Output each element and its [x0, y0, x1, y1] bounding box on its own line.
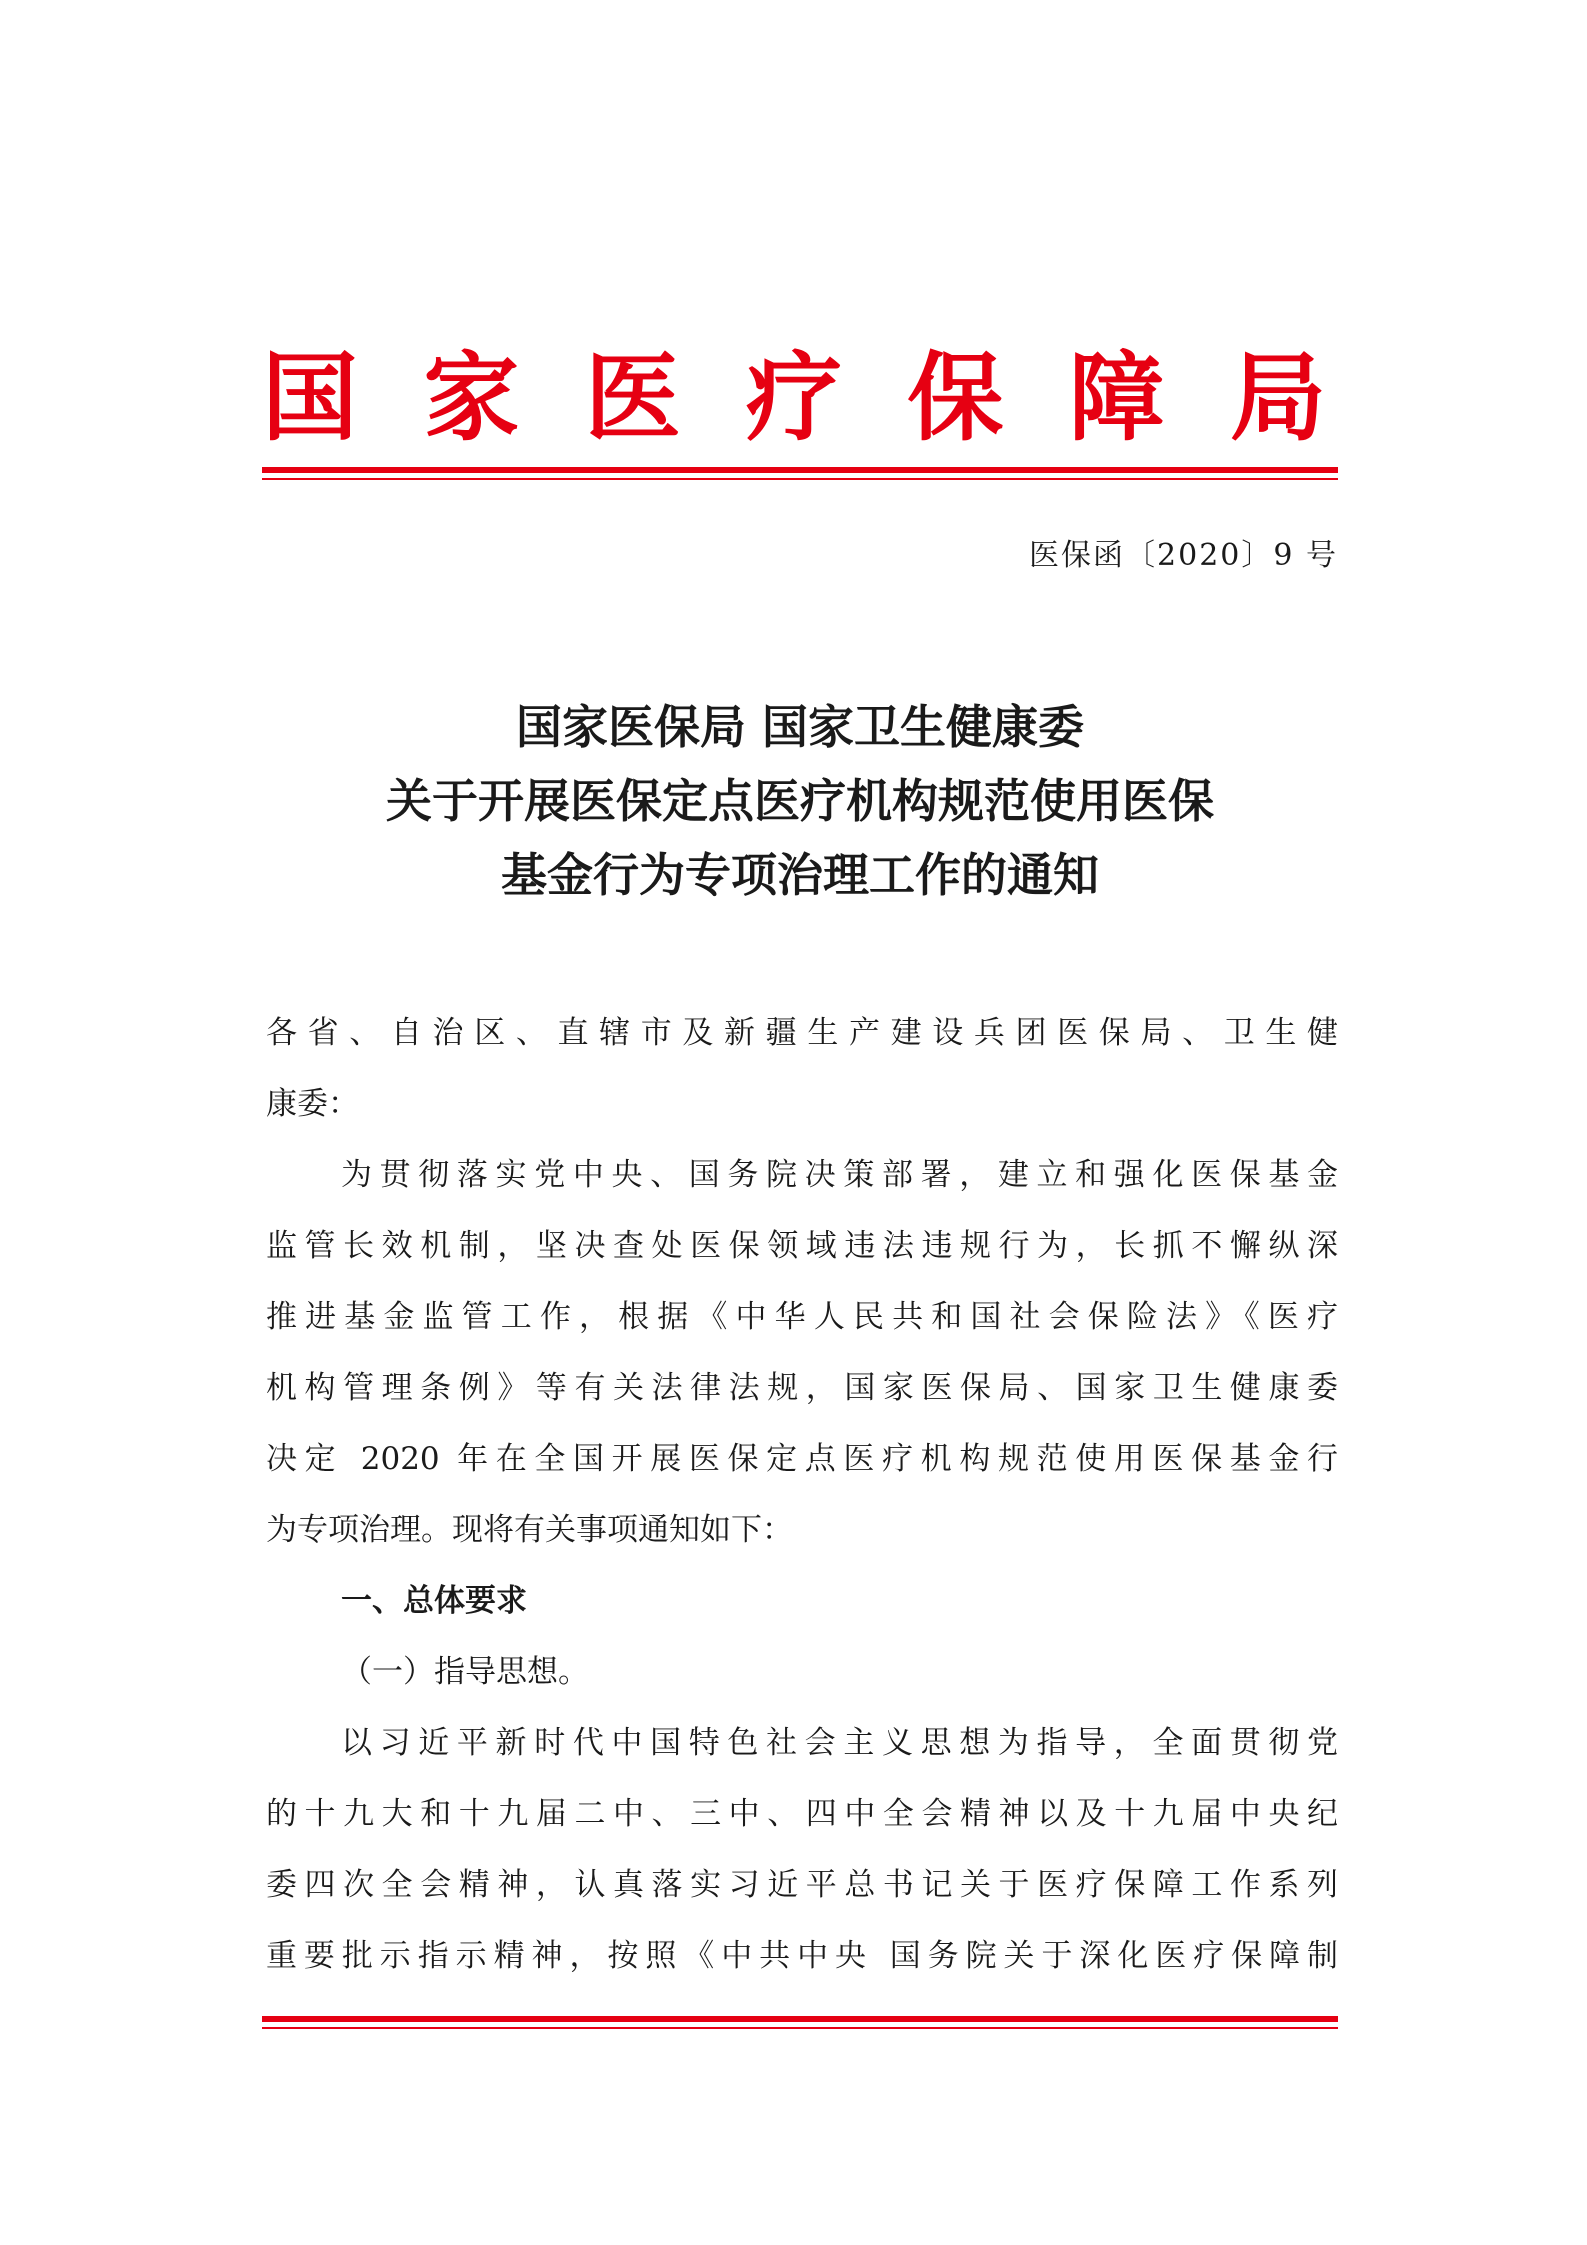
body-text-line: 推进基金监管工作，根据《中华人民共和国社会保险法》《医疗 [266, 1299, 1338, 1335]
masthead-char: 家 [423, 341, 520, 454]
document-body [266, 998, 1338, 1992]
body-text-line: 重要批示指示精神，按照《中共中央 国务院关于深化医疗保障制 [266, 1938, 1338, 1974]
section-heading: 一、总体要求 [341, 1583, 527, 1619]
masthead-char: 保 [907, 341, 1004, 454]
footer-red-rule [262, 2016, 1338, 2029]
issuer-masthead [262, 338, 1326, 458]
document-title [262, 690, 1338, 912]
body-text-line: 监管长效机制，坚决查处医保领域违法违规行为，长抓不懈纵深 [266, 1228, 1338, 1264]
subsection-heading: （一）指导思想。 [341, 1654, 589, 1690]
body-text-line: 机构管理条例》等有关法律法规，国家医保局、国家卫生健康委 [266, 1370, 1338, 1406]
body-text-line: 决定 2020 年在全国开展医保定点医疗机构规范使用医保基金行 [266, 1441, 1338, 1477]
title-line: 基金行为专项治理工作的通知 [501, 848, 1099, 902]
rule-thin-line [262, 2027, 1338, 2029]
rule-thin-line [262, 478, 1338, 480]
rule-thick-line [262, 467, 1338, 473]
body-text-line: 的十九大和十九届二中、三中、四中全会精神以及十九届中央纪 [266, 1796, 1338, 1832]
masthead-char: 障 [1068, 341, 1165, 454]
title-line: 关于开展医保定点医疗机构规范使用医保 [386, 774, 1214, 828]
header-red-rule [262, 467, 1338, 480]
body-text-line: 为专项治理。现将有关事项通知如下： [266, 1512, 793, 1548]
title-line: 国家医保局 国家卫生健康委 [515, 700, 1084, 754]
masthead-char: 国 [262, 341, 358, 454]
body-text-line: 以习近平新时代中国特色社会主义思想为指导，全面贯彻党 [341, 1725, 1338, 1761]
masthead-char: 疗 [745, 341, 842, 454]
masthead-char: 局 [1229, 341, 1326, 454]
addressee-line: 康委： [266, 1086, 359, 1122]
body-text-line: 委四次全会精神，认真落实习近平总书记关于医疗保障工作系列 [266, 1867, 1338, 1903]
rule-thick-line [262, 2016, 1338, 2022]
masthead-char: 医 [584, 341, 681, 454]
document-number: 医保函〔2020〕9 号 [1029, 538, 1338, 573]
addressee-line: 各省、自治区、直辖市及新疆生产建设兵团医保局、卫生健 [266, 1015, 1338, 1051]
body-text-line: 为贯彻落实党中央、国务院决策部署，建立和强化医保基金 [341, 1157, 1338, 1193]
